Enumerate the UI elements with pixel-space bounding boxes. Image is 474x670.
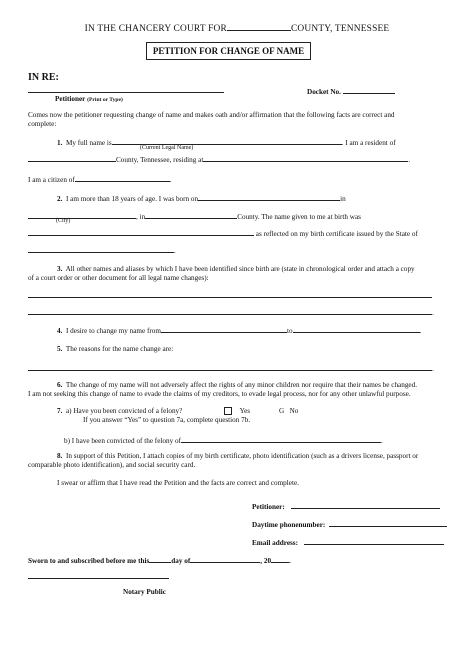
birth-city-field[interactable] (28, 210, 136, 219)
full-name-field[interactable] (112, 136, 342, 145)
court-header-suffix: COUNTY, TENNESSEE (290, 24, 390, 34)
item-8-line-1 (57, 452, 418, 461)
sworn-text-a: Sworn to and subscribed before me this (28, 557, 150, 565)
birth-county-field[interactable] (145, 210, 237, 219)
item-3-line-3 (28, 306, 434, 318)
sworn-dot: . (289, 557, 291, 565)
felony-yes-option[interactable] (224, 407, 250, 416)
item-4-text-a: I desire to change my name from (65, 327, 161, 335)
other-names-line-2[interactable] (28, 306, 432, 315)
item-4-text-b: to (286, 327, 293, 335)
no-label: No (289, 407, 299, 415)
sworn-day-field[interactable] (149, 554, 171, 563)
birth-state-field[interactable] (28, 244, 174, 253)
petitioner-signature-field[interactable] (291, 500, 440, 509)
yes-label: Yes (239, 407, 251, 415)
item-8-line-2: comparable photo identification), and social security card. (28, 461, 196, 469)
item-5-text-a: The reasons for the name change are: (65, 345, 174, 353)
email-label: Email address: (252, 539, 298, 547)
other-names-line-1[interactable] (28, 297, 432, 298)
notary-signature-field[interactable] (28, 578, 169, 579)
item-4-dot: . (419, 327, 422, 335)
court-header (0, 22, 474, 34)
item-3-number: 3. (57, 265, 63, 273)
item-2-text-b: in (340, 195, 346, 203)
item-6-number: 6. (57, 381, 63, 389)
item-1-dot-b: . (169, 176, 172, 184)
intro-line-2: complete: (28, 120, 57, 128)
sworn-statement (28, 554, 291, 566)
reasons-field[interactable] (28, 362, 432, 371)
item-1-line-2 (28, 153, 410, 165)
item-5-number: 5. (57, 345, 63, 353)
docket-label (307, 85, 395, 97)
birth-name-field[interactable] (28, 227, 254, 236)
item-2-line-4 (28, 244, 176, 256)
no-checkbox-glyph[interactable]: G (279, 407, 285, 415)
in-re-label: IN RE: (28, 72, 59, 83)
sworn-month-field[interactable] (190, 554, 260, 563)
item-2-line-3 (28, 227, 418, 239)
petitioner-signature-row (252, 500, 440, 512)
yes-checkbox[interactable] (224, 407, 232, 415)
item-7-text-c: b) I have been convicted of the felony of (64, 437, 181, 445)
birth-date-field[interactable] (198, 192, 340, 201)
item-2-text-a: I am more than 18 years of age. I was born on (65, 195, 199, 203)
item-3-text-a: All other names and aliases by which I have been identified since birth are (state in chronological order and attach a copy (65, 265, 415, 273)
item-2-text-d: County. The name given to me at birth was (237, 213, 361, 221)
item-8-number: 8. (57, 452, 63, 460)
item-5-answer (28, 362, 434, 374)
citizenship-field[interactable] (75, 173, 170, 182)
petitioner-name-field[interactable] (28, 92, 224, 93)
petitioner-label: Petitioner (55, 95, 86, 103)
intro-line-1: Comes now the petitioner requesting change of name and makes oath and/or affirmation that the following facts are correct and (28, 111, 395, 119)
sworn-text-b: day of (171, 557, 191, 565)
item-2-dot: . (174, 247, 176, 255)
item-4-line (57, 324, 421, 336)
item-1-line-1 (57, 136, 396, 148)
petitioner-signature-label: Petitioner: (252, 503, 285, 511)
item-1-dot-a: . (408, 156, 411, 164)
item-3-line-2: of a court order or other document for all legal name changes): (28, 274, 209, 282)
docket-label-text: Docket No. (307, 88, 341, 96)
item-6-line-1 (57, 381, 417, 390)
item-4-number: 4. (57, 327, 63, 335)
item-1-line-3 (28, 173, 172, 185)
item-7-line-1 (57, 407, 182, 416)
new-name-field[interactable] (293, 324, 420, 333)
item-7-number: 7. (57, 407, 63, 415)
item-1-text-d: I am a citizen of (28, 176, 75, 184)
resident-county-field[interactable] (28, 153, 116, 162)
item-5-dot: . (432, 365, 434, 373)
item-2-text-c: , in (136, 213, 146, 221)
sworn-text-c: , 20 (260, 557, 272, 565)
email-field[interactable] (304, 536, 444, 545)
petitioner-hint: (Print or Type) (87, 97, 123, 103)
petitioner-caption (55, 95, 123, 105)
current-name-field[interactable] (161, 324, 287, 333)
item-6-line-2: I am not seeking this change of name to evade the claims of my creditors, to evade legal process, nor for any other unlawful purpose. (28, 390, 411, 398)
document-title: PETITION FOR CHANGE OF NAME (152, 46, 305, 56)
item-2-text-e: as reflected on my birth certificate issued by the State of (255, 230, 418, 238)
item-2-number: 2. (57, 195, 63, 203)
phone-label: Daytime phonenumber: (252, 521, 326, 529)
notary-public-label: Notary Public (123, 588, 166, 596)
docket-number-field[interactable] (343, 85, 395, 94)
item-1-text-a: My full name is (65, 139, 112, 147)
phone-row (252, 518, 447, 530)
email-row (252, 536, 444, 548)
item-2-line-2 (28, 210, 361, 222)
sworn-year-field[interactable] (271, 554, 289, 563)
item-7-text-a: a) Have you been convicted of a felony? (65, 407, 183, 415)
felony-no-option[interactable] (279, 407, 298, 416)
title-box (146, 42, 311, 60)
county-name-field[interactable] (227, 22, 291, 31)
felony-description-field[interactable] (181, 434, 381, 443)
item-8-text-a: In support of this Petition, I attach copies of my birth certificate, photo identification (such as a drivers license, passport or (65, 452, 419, 460)
court-header-prefix: IN THE CHANCERY COURT FOR (84, 24, 227, 34)
item-6-text-a: The change of my name will not adversely affect the rights of any minor children nor require that their names be changed. (65, 381, 417, 389)
oath-statement: I swear or affirm that I have read the Petition and the facts are correct and complete. (57, 479, 299, 487)
item-2-line-1 (57, 192, 346, 204)
item-5-line (57, 345, 173, 354)
item-3-dot: . (432, 309, 434, 317)
phone-field[interactable] (329, 518, 447, 527)
item-1-text-b: . I am a resident of (341, 139, 396, 147)
city-hint: (City) (56, 218, 71, 224)
item-3-line-1 (57, 265, 415, 274)
item-1-number: 1. (57, 139, 63, 147)
item-7-line-3 (64, 434, 383, 446)
residence-address-field[interactable] (203, 153, 411, 164)
current-legal-name-hint: (Current Legal Name) (140, 145, 194, 151)
item-1-text-c: County, Tennessee, residing at (116, 156, 204, 164)
item-7-line-2: If you answer “Yes” to question 7a, complete question 7b. (83, 416, 251, 424)
item-7-dot: . (380, 437, 383, 445)
